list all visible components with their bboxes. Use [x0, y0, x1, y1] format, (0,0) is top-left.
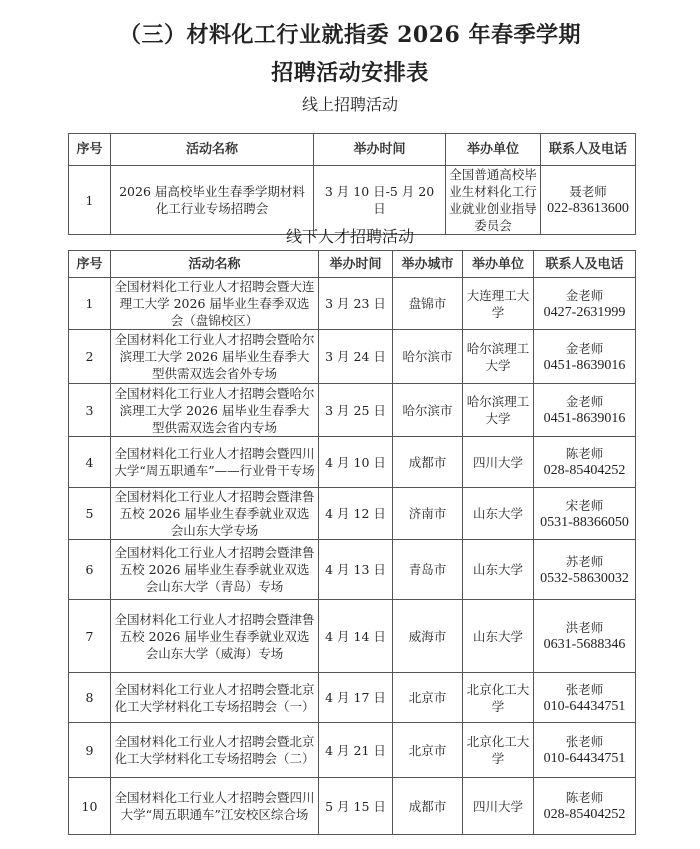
table-header-row — [69, 251, 636, 278]
cell-contact — [534, 600, 636, 673]
cell-city: 哈尔滨市 — [393, 330, 463, 384]
cell-contact — [534, 723, 636, 778]
header-time: 举办时间 — [319, 251, 393, 278]
contact-phone: 0451-8639016 — [543, 357, 626, 373]
cell-time: 4 月 12 日 — [319, 488, 393, 540]
cell-no: 10 — [69, 778, 111, 835]
cell-city: 威海市 — [393, 600, 463, 673]
contact-phone: 0532-58630032 — [540, 570, 629, 586]
contact-name: 洪老师 — [565, 620, 604, 635]
cell-time: 3 月 25 日 — [319, 384, 393, 437]
contact-phone: 0631-5688346 — [543, 637, 626, 652]
cell-contact — [534, 673, 636, 723]
cell-time: 4 月 21 日 — [319, 723, 393, 778]
cell-contact — [534, 540, 636, 600]
cell-name: 全国材料化工行业人才招聘会暨北京化工大学材料化工专场招聘会（一） — [111, 673, 319, 723]
offline-activities-table — [68, 250, 636, 835]
contact-name: 宋老师 — [565, 497, 604, 513]
cell-city: 成都市 — [393, 778, 463, 835]
cell-no: 1 — [69, 278, 111, 330]
cell-no: 6 — [69, 540, 111, 600]
header-contact: 联系人及电话 — [534, 251, 636, 278]
cell-no: 5 — [69, 488, 111, 540]
header-name: 活动名称 — [111, 251, 319, 278]
cell-contact — [534, 437, 636, 488]
cell-no: 7 — [69, 600, 111, 673]
cell-no: 1 — [69, 166, 111, 235]
cell-org: 四川大学 — [463, 778, 534, 835]
cell-name: 全国材料化工行业人才招聘会暨大连理工大学 2026 届毕业生春季双选会（盘锦校区） — [111, 278, 319, 330]
cell-org: 山东大学 — [463, 540, 534, 600]
contact-phone: 0451-8639016 — [543, 411, 626, 426]
cell-name: 全国材料化工行业人才招聘会暨四川大学“周五职通车”——行业骨干专场 — [111, 437, 319, 488]
contact-name: 金老师 — [565, 340, 604, 356]
cell-no: 3 — [69, 384, 111, 437]
document-subtitle: 招聘活动安排表 — [271, 60, 429, 86]
cell-org: 北京化工大学 — [463, 673, 534, 723]
cell-name: 全国材料化工行业人才招聘会暨哈尔滨理工大学 2026 届毕业生春季大型供需双选会省外专场 — [111, 330, 319, 384]
table-row — [69, 488, 636, 540]
cell-time: 3 月 24 日 — [319, 330, 393, 384]
cell-time: 4 月 13 日 — [319, 540, 393, 600]
cell-contact — [534, 384, 636, 437]
contact-name: 张老师 — [565, 681, 604, 697]
cell-no: 9 — [69, 723, 111, 778]
header-city: 举办城市 — [393, 251, 463, 278]
document-title: （三）材料化工行业就指委 2026 年春季学期 — [118, 22, 582, 48]
contact-name: 张老师 — [565, 734, 604, 749]
contact-name: 陈老师 — [565, 446, 604, 461]
contact-name: 金老师 — [565, 394, 604, 409]
online-section-heading: 线上招聘活动 — [301, 95, 398, 114]
cell-org: 四川大学 — [463, 437, 534, 488]
header-no: 序号 — [69, 134, 111, 166]
cell-time: 3 月 10 日-5 月 20 日 — [314, 166, 446, 235]
cell-contact — [534, 330, 636, 384]
cell-time: 4 月 17 日 — [319, 673, 393, 723]
cell-name: 全国材料化工行业人才招聘会暨北京化工大学材料化工专场招聘会（二） — [111, 723, 319, 778]
cell-name: 全国材料化工行业人才招聘会暨四川大学“周五职通车”江安校区综合场 — [111, 778, 319, 835]
cell-city: 青岛市 — [393, 540, 463, 600]
contact-name: 金老师 — [565, 287, 604, 303]
contact-phone: 022-83613600 — [547, 201, 629, 216]
cell-org: 山东大学 — [463, 488, 534, 540]
table-row — [69, 673, 636, 723]
contact-name: 陈老师 — [565, 790, 604, 805]
contact-name: 苏老师 — [565, 553, 604, 569]
cell-city: 北京市 — [393, 723, 463, 778]
contact-phone: 010-64434751 — [543, 698, 626, 714]
contact-name: 聂老师 — [569, 184, 607, 199]
cell-contact — [534, 778, 636, 835]
cell-org: 山东大学 — [463, 600, 534, 673]
header-time: 举办时间 — [314, 134, 446, 166]
header-contact: 联系人及电话 — [541, 134, 636, 166]
cell-city: 哈尔滨市 — [393, 384, 463, 437]
cell-contact — [534, 488, 636, 540]
header-no: 序号 — [69, 251, 111, 278]
table-row — [69, 437, 636, 488]
cell-name: 全国材料化工行业人才招聘会暨津鲁五校 2026 届毕业生春季就业双选会山东大学专场 — [111, 488, 319, 540]
cell-time: 3 月 23 日 — [319, 278, 393, 330]
contact-phone: 0531-88366050 — [540, 514, 629, 530]
cell-time: 5 月 15 日 — [319, 778, 393, 835]
cell-org: 大连理工大学 — [463, 278, 534, 330]
table-row — [69, 723, 636, 778]
cell-city: 成都市 — [393, 437, 463, 488]
cell-time: 4 月 14 日 — [319, 600, 393, 673]
table-row — [69, 540, 636, 600]
contact-phone: 0427-2631999 — [543, 304, 626, 320]
online-activities-table — [68, 133, 636, 235]
header-org: 举办单位 — [463, 251, 534, 278]
cell-org: 北京化工大学 — [463, 723, 534, 778]
table-row — [69, 384, 636, 437]
table-row — [69, 778, 636, 835]
contact-phone: 028-85404252 — [543, 463, 626, 478]
cell-org: 哈尔滨理工大学 — [463, 330, 534, 384]
cell-org: 哈尔滨理工大学 — [463, 384, 534, 437]
table-row — [69, 278, 636, 330]
cell-org: 全国普通高校毕业生材料化工行业就业创业指导委员会 — [446, 166, 541, 235]
cell-city: 盘锦市 — [393, 278, 463, 330]
cell-time: 4 月 10 日 — [319, 437, 393, 488]
cell-name: 全国材料化工行业人才招聘会暨哈尔滨理工大学 2026 届毕业生春季大型供需双选会省内专场 — [111, 384, 319, 437]
contact-phone: 010-64434751 — [543, 751, 626, 766]
cell-name: 全国材料化工行业人才招聘会暨津鲁五校 2026 届毕业生春季就业双选会山东大学（威海）专场 — [111, 600, 319, 673]
table-header-row — [69, 134, 636, 166]
table-row — [69, 600, 636, 673]
cell-city: 北京市 — [393, 673, 463, 723]
header-name: 活动名称 — [111, 134, 314, 166]
cell-contact — [534, 278, 636, 330]
contact-phone: 028-85404252 — [543, 807, 626, 822]
cell-no: 2 — [69, 330, 111, 384]
header-org: 举办单位 — [446, 134, 541, 166]
cell-name: 全国材料化工行业人才招聘会暨津鲁五校 2026 届毕业生春季就业双选会山东大学（青岛）专场 — [111, 540, 319, 600]
cell-city: 济南市 — [393, 488, 463, 540]
table-row — [69, 330, 636, 384]
cell-no: 4 — [69, 437, 111, 488]
cell-no: 8 — [69, 673, 111, 723]
cell-name: 2026 届高校毕业生春季学期材料化工行业专场招聘会 — [111, 166, 314, 235]
offline-section-heading: 线下人才招聘活动 — [285, 227, 414, 246]
